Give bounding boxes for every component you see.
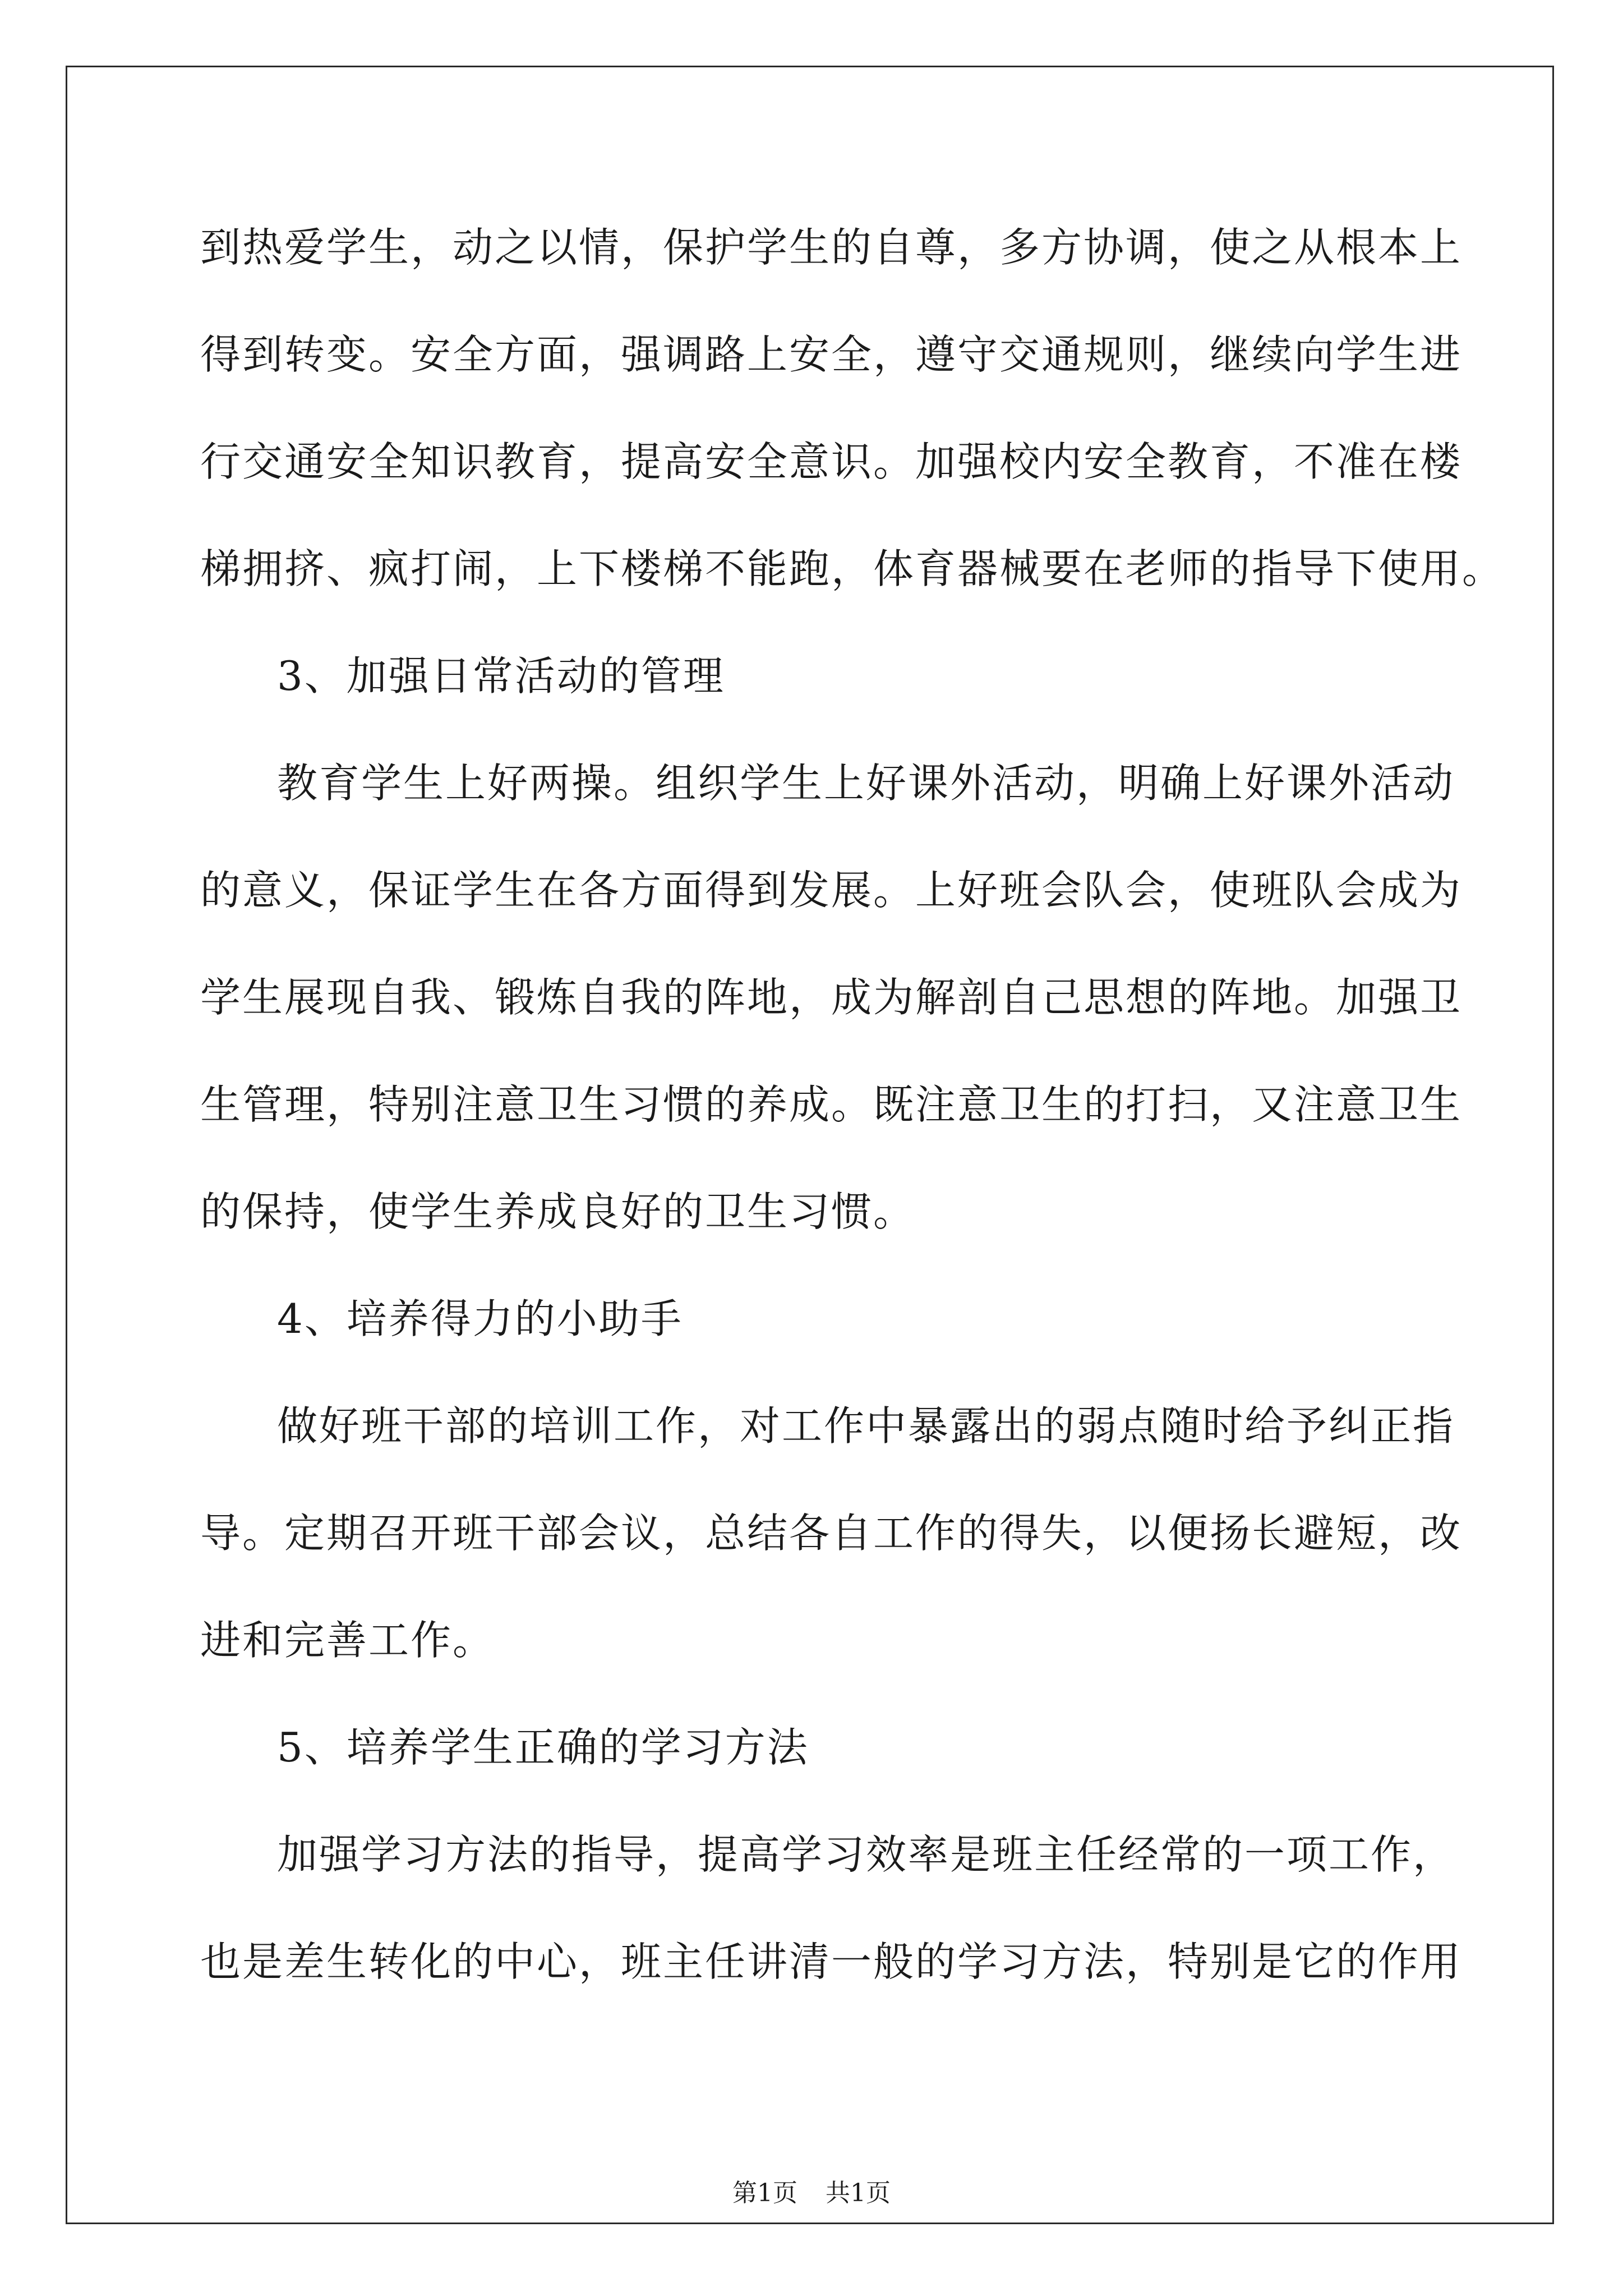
- section-heading: 5、培养学生正确的学习方法: [277, 1724, 809, 1771]
- page-border: [66, 66, 1554, 2224]
- text-line: 梯拥挤、疯打闹，上下楼梯不能跑，体育器械要在老师的指导下使用。: [200, 545, 1505, 592]
- text-line: 加强学习方法的指导，提高学习效率是班主任经常的一项工作，: [277, 1831, 1455, 1878]
- text-line: 的意义，保证学生在各方面得到发展。上好班会队会，使班队会成为: [200, 867, 1463, 914]
- text-line: 进和完善工作。: [200, 1617, 495, 1664]
- text-line: 教育学生上好两操。组织学生上好课外活动，明确上好课外活动: [277, 760, 1455, 807]
- text-line: 的保持，使学生养成良好的卫生习惯。: [200, 1188, 916, 1235]
- section-heading: 4、培养得力的小助手: [277, 1295, 683, 1342]
- text-line: 得到转变。安全方面，强调路上安全，遵守交通规则，继续向学生进: [200, 331, 1463, 378]
- text-line: 导。定期召开班干部会议，总结各自工作的得失，以便扬长避短，改: [200, 1510, 1463, 1557]
- text-line: 也是差生转化的中心，班主任讲清一般的学习方法，特别是它的作用: [200, 1938, 1463, 1985]
- text-line: 生管理，特别注意卫生习惯的养成。既注意卫生的打扫，又注意卫生: [200, 1081, 1463, 1128]
- text-line: 做好班干部的培训工作，对工作中暴露出的弱点随时给予纠正指: [277, 1402, 1455, 1450]
- text-line: 学生展现自我、锻炼自我的阵地，成为解剖自己思想的阵地。加强卫: [200, 974, 1463, 1021]
- page-total: 共1页: [826, 2179, 891, 2207]
- section-heading: 3、加强日常活动的管理: [277, 652, 725, 700]
- page-number: 第1页: [732, 2179, 797, 2207]
- text-line: 行交通安全知识教育，提高安全意识。加强校内安全教育，不准在楼: [200, 438, 1463, 485]
- page-footer: [0, 2177, 1623, 2210]
- text-line: 到热爱学生，动之以情，保护学生的自尊，多方协调，使之从根本上: [200, 224, 1463, 271]
